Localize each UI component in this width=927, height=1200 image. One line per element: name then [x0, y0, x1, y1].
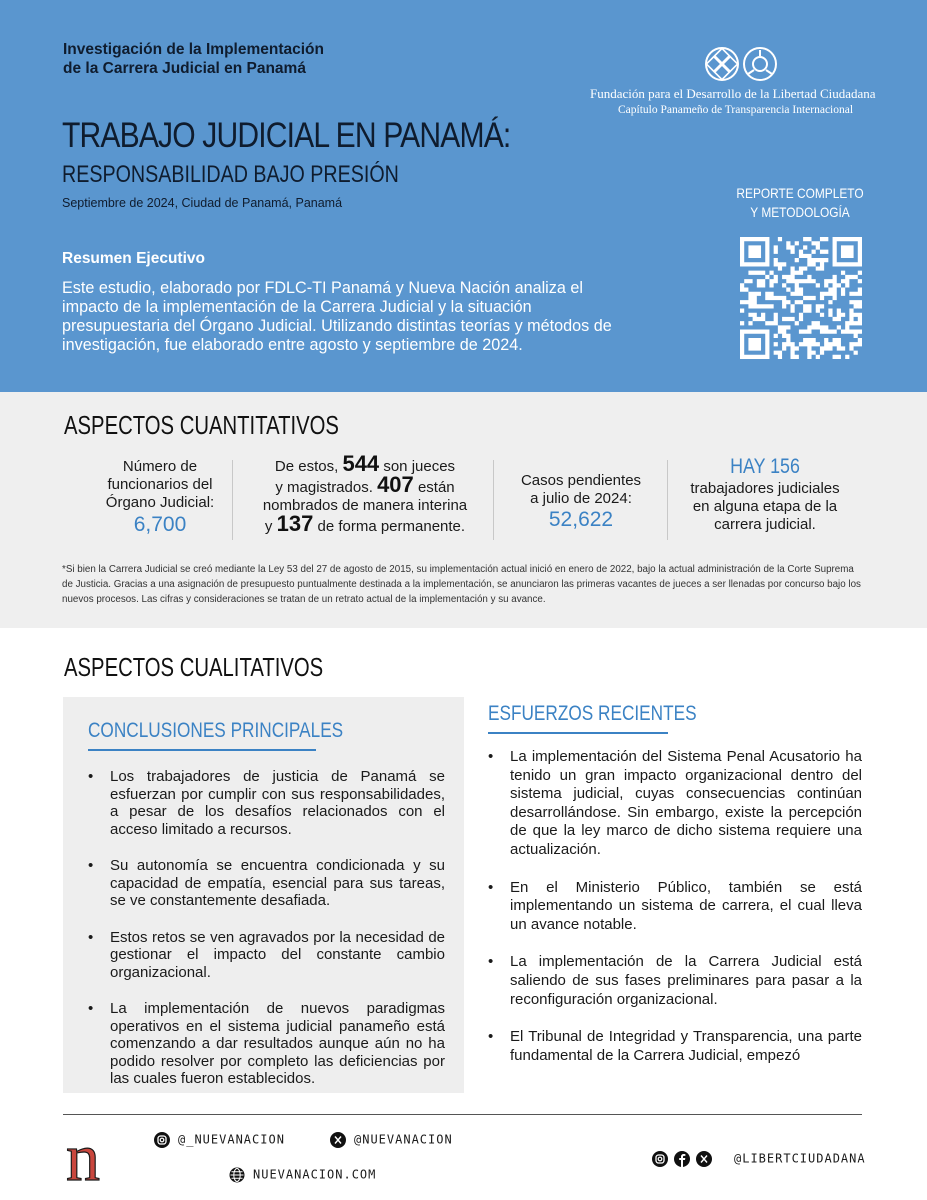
org-subtitle: Capítulo Panameño de Transparencia Internacional [618, 104, 854, 116]
facebook-icon [674, 1151, 690, 1167]
stat-pending-cases [505, 472, 657, 529]
page-title: TRABAJO JUDICIAL EN PANAMÁ: [62, 116, 511, 155]
x-icon [696, 1151, 712, 1167]
stat-career-value: HAY 156 [730, 455, 800, 478]
stat-career-line-3: carrera judicial. [714, 516, 816, 533]
page-subtitle: RESPONSABILIDAD BAJO PRESIÓN [62, 161, 399, 188]
instagram-icon [652, 1151, 668, 1167]
stat-judges [240, 451, 490, 536]
hero-banner [0, 0, 927, 392]
footer-divider [63, 1114, 862, 1115]
stat-pending-line-2: a julio de 2024: [530, 490, 632, 507]
x-link[interactable] [330, 1132, 453, 1148]
stat-pending-line-1: Casos pendientes [520, 472, 642, 489]
stat-officials-value: 6,700 [133, 513, 187, 536]
stat-judges-count: 544 [342, 451, 380, 476]
conclusions-rule [88, 749, 316, 751]
nueva-nacion-logo-icon [64, 1126, 124, 1186]
efforts-list [488, 748, 862, 1084]
qr-modules [740, 237, 862, 359]
nueva-nacion-logo [64, 1126, 124, 1186]
list-item: • La implementación del Sistema Penal Acusatorio ha tenido un gran impacto organizacional dentro del sistema judicial, cuyas consecuencias continúan desarrollándose. Sin embargo, existe la percepción de que la ley marco de dicho sistema requiere una actualización. [488, 748, 862, 860]
libert-handle: @LIBERTCIUDADANA [734, 1151, 866, 1166]
instagram-handle: @_NUEVANACION [178, 1132, 285, 1147]
instagram-icon [154, 1132, 170, 1148]
stat-permanent-count: 137 [276, 511, 314, 536]
x-icon [330, 1132, 346, 1148]
list-item: • Los trabajadores de justicia de Panamá se esfuerzan por cumplir con sus responsabilidades, a pesar de los desafíos relacionados con el acceso limitado a recursos. [88, 768, 445, 838]
conclusions-title: CONCLUSIONES PRINCIPALES [88, 719, 344, 742]
qualitative-heading: ASPECTOS CUALITATIVOS [64, 652, 324, 682]
stat-judges-text: son jueces [379, 458, 456, 475]
stat-judges-text: de forma permanente. [313, 518, 466, 535]
footnote: *Si bien la Carrera Judicial se creó mediante la Ley 53 del 27 de agosto de 2015, su implementación actual inició en enero de 2022, bajo la actual administración de la Corte Suprema de Justicia. Gracias a una asignación de presupuesto puntualmente destinada a la implementación, se anunciaron las primeras vacantes de jueces a ser llenadas por concurso bajo los nuevos procesos. Las cifras y consideraciones se tratan de un retrato actual de la implementación y su avance. [62, 564, 861, 605]
stat-judges-text: están [413, 479, 455, 496]
list-item: • La implementación de nuevos paradigmas operativos en el sistema judicial panameño está comenzando a dar resultados aunque aún no ha podido resolver por completo las deficiencias por las cuales fueron establecidos. [88, 1000, 445, 1088]
divider [667, 460, 668, 540]
list-item: • En el Ministerio Público, también se está implementando un sistema de carrera, el cual lleva un avance notable. [488, 879, 862, 935]
report-line-1: REPORTE COMPLETO [736, 185, 864, 201]
stat-officials-line-3: Órgano Judicial: [105, 494, 215, 511]
logo-letter: n [66, 1126, 100, 1186]
stat-officials-line-1: Número de [122, 458, 198, 475]
org-name: Fundación para el Desarrollo de la Libertad Ciudadana [590, 86, 876, 101]
website-url: NUEVANACION.COM [253, 1167, 377, 1182]
summary-heading: Resumen Ejecutivo [62, 250, 205, 267]
stat-officials-line-2: funcionarios del [107, 476, 213, 493]
efforts-rule [488, 732, 668, 734]
stat-career-line-1: trabajadores judiciales [690, 480, 840, 497]
publication-date: Septiembre de 2024, Ciudad de Panamá, Panamá [62, 196, 343, 210]
list-item: • Estos retos se ven agravados por la necesidad de gestionar el impacto del constante cambio organizacional. [88, 929, 445, 982]
stat-career-line-2: en alguna etapa de la [692, 498, 838, 515]
stat-career-workers [680, 455, 850, 534]
stat-judges-text: y [264, 518, 277, 535]
report-link-label[interactable] [732, 184, 868, 222]
org-emblem-icon [702, 44, 782, 84]
kicker-line-2: de la Carrera Judicial en Panamá [63, 60, 306, 77]
list-item: • Su autonomía se encuentra condicionada y su capacidad de empatía, esencial para sus tareas, se ve constantemente desafiada. [88, 857, 445, 910]
quantitative-heading: ASPECTOS CUANTITATIVOS [64, 410, 339, 440]
stat-judges-text: De estos, [274, 458, 343, 475]
libert-social-links[interactable] [652, 1151, 866, 1167]
conclusions-list [88, 768, 445, 1107]
globe-icon [229, 1167, 245, 1183]
stat-interim-count: 407 [377, 472, 414, 497]
efforts-title: ESFUERZOS RECIENTES [488, 702, 697, 725]
report-line-2: Y METODOLOGÍA [750, 204, 850, 220]
instagram-link[interactable] [154, 1132, 285, 1148]
list-item: • El Tribunal de Integridad y Transparencia, una parte fundamental de la Carrera Judicial, empezó [488, 1028, 862, 1065]
x-handle: @NUEVANACION [354, 1132, 453, 1147]
stat-officials [84, 458, 236, 534]
summary-text: Este estudio, elaborado por FDLC-TI Panamá y Nueva Nación analiza el impacto de la implementación de la Carrera Judicial y la situación presupuestaria del Órgano Judicial. Utilizando distintas teorías y métodos de investigación, fue elaborado entre agosto y septiembre de 2024. [62, 279, 612, 354]
qr-code-icon[interactable] [740, 237, 862, 359]
kicker [63, 40, 393, 78]
stat-judges-text: y magistrados. [275, 479, 378, 496]
website-link[interactable] [229, 1167, 376, 1183]
divider [232, 460, 233, 540]
kicker-line-1: Investigación de la Implementación [63, 41, 324, 58]
stat-judges-text: nombrados de manera interina [262, 497, 468, 514]
list-item: • La implementación de la Carrera Judicial está saliendo de sus fases preliminares para pasar a la reconfiguración organizacional. [488, 953, 862, 1009]
stat-pending-value: 52,622 [548, 508, 614, 531]
divider [493, 460, 494, 540]
